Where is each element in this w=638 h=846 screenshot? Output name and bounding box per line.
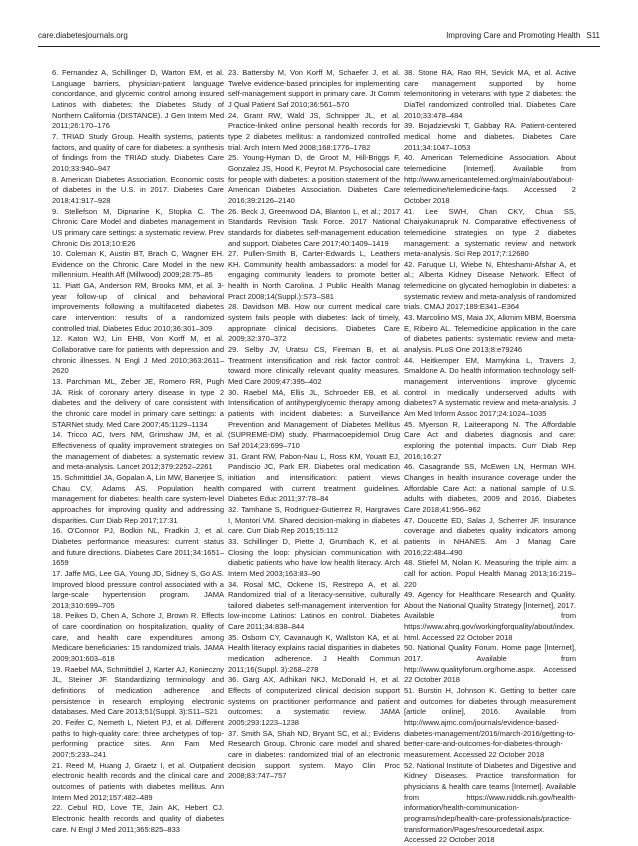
reference-entry: 43. Marcolino MS, Maia JX, Alkmim MBM, Boersma E, Ribeiro AL. Telemedicine application in the care of diabetes patients: systematic review and meta-analysis. PLoS One 2013;8:e79246 — [404, 313, 576, 355]
reference-columns — [52, 68, 600, 845]
reference-entry: 25. Young-Hyman D, de Groot M, Hill-Briggs F, Gonzalez JS, Hood K, Peyrot M. Psychosocial care for people with diabetes: a position statement of the American Diabetes Association. Diabetes Care 2016;39:2126–2140 — [228, 153, 400, 205]
reference-entry: 48. Stiefel M, Nolan K. Measuring the triple aim: a call for action. Popul Health Manag 2013;16:219–220 — [404, 558, 576, 589]
reference-entry: 34. Rosal MC, Ockene IS, Restrepo A, et al. Randomized trial of a literacy-sensitive, culturally tailored diabetes self-management intervention for low-income Latinos: Latinos en control. Diabetes Care 2011;34:838–844 — [228, 579, 400, 632]
header-rule — [38, 46, 600, 47]
reference-entry: 46. Casagrande SS, McEwen LN, Herman WH. Changes in health insurance coverage under the Affordable Care Act: a national sample of U.S. adults with diabetes, 2009 and 2016. Diabetes Care 2018;41:956–962 — [404, 462, 576, 514]
reference-entry: 50. National Quality Forum. Home page [Internet], 2017. Available from http://www.qualityforum.org/home.aspx. Accessed 22 October 2018 — [404, 643, 576, 685]
running-title-group — [446, 29, 600, 43]
reference-entry: 33. Schillinger D, Piette J, Grumbach K, et al. Closing the loop: physician communication with diabetic patients who have low health literacy. Arch Intern Med 2003;163:83–90 — [228, 536, 400, 578]
reference-entry: 52. National Institute of Diabetes and Digestive and Kidney Diseases. Practice transformation for physicians & health care teams [Internet]. Available from https://www.niddk.nih.gov/health-information/health-communication-programs/ndep/health-care-professionals/practice-transformation/Pages/resourcedetail.aspx. Accessed 22 October 2018 — [404, 760, 576, 845]
reference-entry: 45. Myerson R, Laiteerapong N. The Affordable Care Act and diabetes diagnosis and care: exploring the potential impacts. Curr Diab Rep 2016;16:27 — [404, 419, 576, 461]
reference-column-3 — [404, 68, 576, 845]
running-title: Improving Care and Promoting Health — [446, 31, 581, 40]
reference-entry: 19. Raebel MA, Schmittdiel J, Karter AJ, Konieczny JL, Steiner JF. Standardizing terminology and definitions of medication adherence and persistence in research employing electronic databases. Med Care 2013;51(Suppl. 3):S11–S21 — [52, 664, 224, 717]
reference-entry: 20. Feifer C, Nemeth L, Nietert PJ, et al. Different paths to high-quality care: three archetypes of top-performing practice sites. Ann Fam Med 2007;5:233–241 — [52, 718, 224, 759]
reference-entry: 22. Cebul RD, Love TE, Jain AK, Hebert CJ. Electronic health records and quality of diabetes care. N Engl J Med 2011;365:825–833 — [52, 803, 224, 834]
reference-entry: 10. Coleman K, Austin BT, Brach C, Wagner EH. Evidence on the Chronic Care Model in the new millennium. Health Aff (Millwood) 2009;28:75–85 — [52, 249, 224, 280]
reference-entry: 31. Grant RW, Pabon-Nau L, Ross KM, Youatt EJ, Pandiscio JC, Park ER. Diabetes oral medication initiation and intensification: patient views compared with current treatment guidelines. Diabetes Educ 2011;37:78–84 — [228, 451, 400, 504]
reference-entry: 7. TRIAD Study Group. Health systems, patients factors, and quality of care for diabetes: a synthesis of findings from the TRIAD study. Diabetes Care 2010;33:940–947 — [52, 131, 224, 173]
reference-entry: 6. Fernandez A, Schillinger D, Warton EM, et al. Language barriers, physician-patient language concordance, and glycemic control among insured Latinos with diabetes: the Diabetes Study of Northern California (DISTANCE). J Gen Intern Med 2011;26:170–176 — [52, 68, 224, 131]
reference-entry: 14. Tricco AC, Ivers NM, Grimshaw JM, et al. Effectiveness of quality improvement strategies on the management of diabetes: a systematic review and meta-analysis. Lancet 2012;379:2252–2261 — [52, 430, 224, 472]
reference-entry: 42. Faruque LI, Wiebe N, Ehteshami-Afshar A, et al.; Alberta Kidney Disease Network. Effect of telemedicine on glycated hemoglobin in diabetes: a systematic review and meta-analysis of randomized trials. CMAJ 2017;189:E341–E364 — [404, 259, 576, 312]
reference-entry: 21. Reed M, Huang J, Graetz I, et al. Outpatient electronic health records and the clinical care and outcomes of patients with diabetes mellitus. Ann Intern Med 2012;157:482–489 — [52, 760, 224, 802]
page-number: S11 — [586, 31, 600, 40]
reference-entry: 36. Garg AX, Adhikari NKJ, McDonald H, et al. Effects of computerized clinical decision support systems on practitioner performance and patient outcomes: a systematic review. JAMA 2005;293:1223–1238 — [228, 675, 400, 728]
reference-entry: 29. Selby JV, Uratsu CS, Fireman B, et al. Treatment intensification and risk factor control: toward more clinically relevant quality measures. Med Care 2009;47:395–402 — [228, 345, 400, 387]
reference-entry: 41. Lee SWH, Chan CKY, Chua SS, Chaiyakunapruk N. Comparative effectiveness of telemedicine strategies on type 2 diabetes management: a systematic review and network meta-analysis. Sci Rep 2017;7:12680 — [404, 206, 576, 259]
reference-entry: 37. Smith SA, Shah ND, Bryant SC, et al.; Evidens Research Group. Chronic care model and shared care in diabetes: randomized trial of an electronic decision support system. Mayo Clin Proc 2008;83:747–757 — [228, 728, 400, 781]
reference-entry: 26. Beck J, Greenwood DA, Blanton L, et al.; 2017 Standards Revision Task Force. 2017 National standards for diabetes self-management education and support. Diabetes Care 2017;40:1409–1419 — [228, 206, 400, 248]
reference-entry: 16. O'Connor PJ, Bodkin NL, Fradkin J, et al. Diabetes performance measures: current status and future directions. Diabetes Care 2011;34:1651–1659 — [52, 526, 224, 568]
reference-entry: 49. Agency for Healthcare Research and Quality. About the National Quality Strategy [Internet], 2017. Available from https://www.ahrq.gov/workingforquality/about/index.html. Accessed 22 October 2018 — [404, 590, 576, 642]
reference-entry: 38. Stone RA, Rao RH, Sevick MA, et al. Active care management supported by home telemonitoring in veterans with type 2 diabetes: the DiaTel randomized controlled trial. Diabetes Care 2010;33:478–484 — [404, 68, 576, 120]
reference-column-2 — [228, 68, 400, 828]
reference-entry: 11. Piatt GA, Anderson RM, Brooks MM, et al. 3-year follow-up of clinical and behavioral improvements following a multifaceted diabetes care intervention: results of a randomized controlled trial. Diabetes Educ 2010;36:301–309 — [52, 281, 224, 333]
reference-entry: 12. Katon WJ, Lin EHB, Von Korff M, et al. Collaborative care for patients with depression and chronic illnesses. N Engl J Med 2010;363:2611–2620 — [52, 334, 224, 376]
reference-entry: 18. Peikes D, Chen A, Schore J, Brown R. Effects of care coordination on hospitalization, quality of care, and health care expenditures among Medicare beneficiaries: 15 randomized trials. JAMA 2009;301:603–618 — [52, 611, 224, 664]
reference-entry: 23. Battersby M, Von Korff M, Schaefer J, et al. Twelve evidence-based principles for implementing self-management support in primary care. Jt Comm J Qual Patient Saf 2010;36:561–570 — [228, 68, 400, 109]
reference-entry: 24. Grant RW, Wald JS, Schnipper JL, et al. Practice-linked online personal health records for type 2 diabetes mellitus: a randomized controlled trial. Arch Intern Med 2008;168:1776–1782 — [228, 110, 400, 152]
reference-entry: 39. Bojadzievski T, Gabbay RA. Patient-centered medical home and diabetes. Diabetes Care 2011;34:1047–1053 — [404, 121, 576, 152]
reference-entry: 44. Heitkemper EM, Mamykina L, Travers J, Smaldone A. Do health information technology self-management interventions improve glycemic control in medically underserved adults with diabetes? A systematic review and meta-analysis. J Am Med Inform Assoc 2017;24:1024–1035 — [404, 355, 576, 418]
reference-entry: 35. Osborn CY, Cavanaugh K, Wallston KA, et al. Health literacy explains racial disparities in diabetes medication adherence. J Health Commun 2011;16(Suppl. 3):268–278 — [228, 632, 400, 674]
reference-entry: 32. Tamhane S, Rodriguez-Gutierrez R, Hargraves I, Montori VM. Shared decision-making in diabetes care. Curr Diab Rep 2015;15:112 — [228, 504, 400, 536]
reference-entry: 30. Raebel MA, Ellis JL, Schroeder EB, et al. Intensification of antihyperglycemic therapy among patients with incident diabetes: a Surveillance Prevention and Management of Diabetes Mellitus (SUPREME-DM) study. Pharmacoepidemiol Drug Saf 2014;23:699–710 — [228, 387, 400, 450]
reference-entry: 47. Doucette ED, Salas J, Scherrer JF. Insurance coverage and diabetes quality indicators among patients in NHANES. Am J Manag Care 2016;22:484–490 — [404, 515, 576, 557]
running-header — [38, 29, 600, 43]
reference-entry: 17. Jaffe MG, Lee GA, Young JD, Sidney S, Go AS. Improved blood pressure control associated with a large-scale hypertension program. JAMA 2013;310:699–705 — [52, 568, 224, 610]
journal-site: care.diabetesjournals.org — [38, 31, 128, 40]
reference-entry: 15. Schmittdiel JA, Gopalan A, Lin MW, Banerjee S, Chau CV, Adams AS. Population health management for diabetes: health care system-level approaches for improving quality and addressing disparities. Curr Diab Rep 2017;17:31 — [52, 472, 224, 525]
reference-entry: 40. American Telemedicine Association. About telemedicine [Internet]. Available from http://www.americantelemed.org/main/about/about-telemedicine/telemedicine-faqs. Accessed 2 October 2018 — [404, 153, 576, 205]
reference-entry: 8. American Diabetes Association. Economic costs of diabetes in the U.S. in 2017. Diabetes Care 2018;41:917–928 — [52, 174, 224, 205]
reference-entry: 13. Parchman ML, Zeber JE, Romero RR, Pugh JA. Risk of coronary artery disease in type 2 diabetes and the delivery of care consistent with the chronic care model in primary care settings: a STARNet study. Med Care 2007;45:1129–1134 — [52, 377, 224, 429]
reference-entry: 28. Davidson MB. How our current medical care system fails people with diabetes: lack of timely, appropriate clinical decisions. Diabetes Care 2009;32:370–372 — [228, 302, 400, 344]
reference-column-1 — [52, 68, 224, 834]
reference-entry: 27. Pullen-Smith B, Carter-Edwards L, Leathers KH. Community health ambassadors: a model for engaging community leaders to promote better health in North Carolina. J Public Health Manag Pract 2008;14(Suppl.):S73–S81 — [228, 249, 400, 301]
reference-entry: 51. Burstin H, Johnson K. Getting to better care and outcomes for diabetes through measurement [article online], 2016. Available from http://www.ajmc.com/journals/evidence-based-diabetes-management/2016/march-2016/getting-to-better-care-and-outcomes-for-diabetes-through-measurement. Accessed 22 October 2018 — [404, 686, 576, 759]
reference-entry: 9. Stellefson M, Dipnarine K, Stopka C. The Chronic Care Model and diabetes management in US primary care settings: a systematic review. Prev Chronic Dis 2013;10:E26 — [52, 206, 224, 248]
